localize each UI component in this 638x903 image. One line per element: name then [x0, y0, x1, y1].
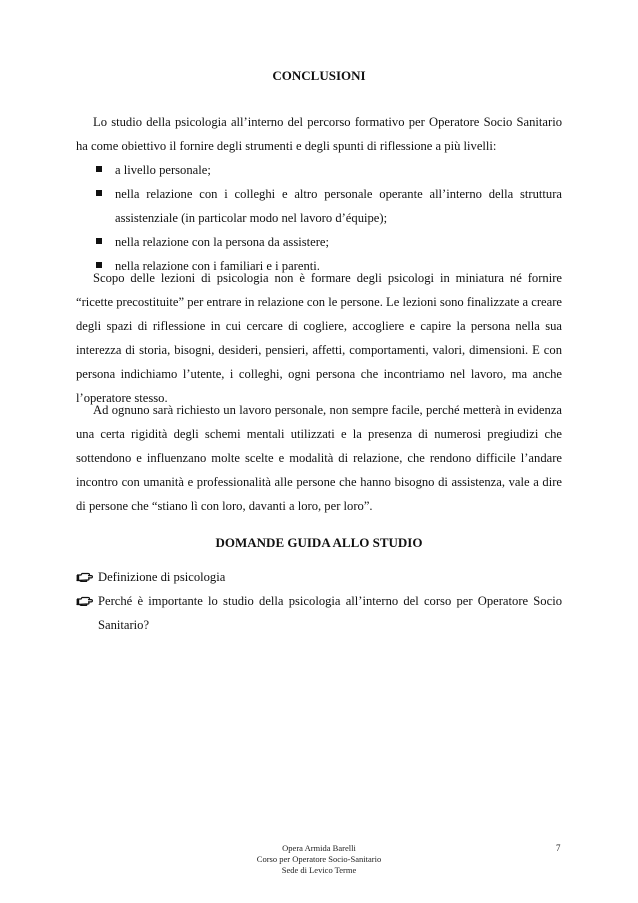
conclusions-paragraph-3: Ad ognuno sarà richiesto un lavoro personale, non sempre facile, perché metterà in evidenza una certa rigidità degli schemi mentali utilizzati e la presenza di numerosi pregiudizi che sottendono e influenzano molte scelte e modalità di relazione, che rendono difficile l’andare incontro con umanità e professionalità alle persone che hanno bisogno di assistenza, vale a dire di persone che “stiano lì con loro, davanti a loro, per loro”. [76, 403, 562, 513]
footer-course: Corso per Operatore Socio-Sanitario [256, 854, 382, 864]
list-item: nella relazione con i colleghi e altro personale operante all’interno della struttura assistenziale (in particolar modo nel lavoro d’équipe); [76, 182, 562, 230]
levels-list [76, 158, 562, 278]
square-bullet-icon [96, 238, 102, 244]
list-item: nella relazione con i familiari e i parenti. [76, 254, 562, 278]
square-bullet-icon [96, 190, 102, 196]
page-number: 7 [556, 843, 561, 853]
square-bullet-icon [96, 166, 102, 172]
conclusions-title: CONCLUSIONI [272, 68, 366, 83]
conclusions-paragraph-2: Scopo delle lezioni di psicologia non è formare degli psicologi in miniatura né fornire “ricette precostituite” per entrare in relazione con le persone. Le lezioni sono finalizzate a creare degli spazi di riflessione in cui cercare di cogliere, accogliere e capire la persona nella sua interezza di storia, bisogni, desideri, pensieri, affetti, comportamenti, valori, dimensioni. E con persona indichiamo l’utente, i colleghi, ogni persona che incontriamo nel lavoro, ma anche l’operatore stesso. [76, 271, 562, 405]
footer-organization: Opera Armida Barelli [282, 843, 356, 853]
list-item: Perché è importante lo studio della psicologia all’interno del corso per Operatore Socio Sanitario? [76, 589, 562, 637]
conclusions-intro: Lo studio della psicologia all’interno del percorso formativo per Operatore Socio Sanitario ha come obiettivo il fornire degli strumenti e degli spunti di riflessione a più livelli: [76, 115, 562, 153]
list-item: a livello personale; [76, 158, 562, 182]
list-item: nella relazione con la persona da assistere; [76, 230, 562, 254]
study-questions-list [76, 565, 562, 637]
list-item: Definizione di psicologia [76, 565, 562, 589]
pointing-hand-icon [76, 596, 93, 606]
pointing-hand-icon [76, 572, 93, 582]
study-questions-title: DOMANDE GUIDA ALLO STUDIO [215, 535, 423, 550]
footer-location: Sede di Levico Terme [281, 865, 357, 875]
page-footer [0, 843, 638, 876]
